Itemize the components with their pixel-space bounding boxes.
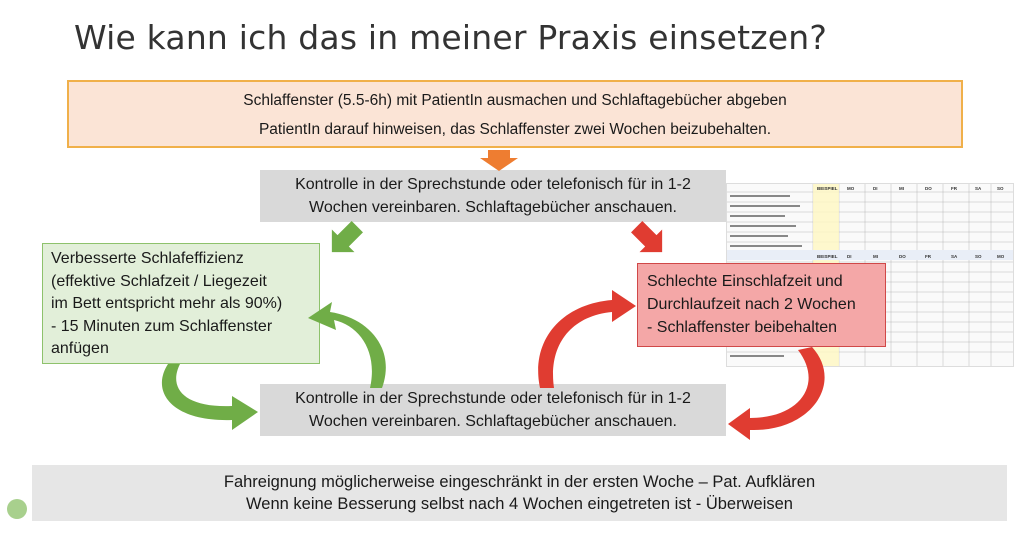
improved-line-3: im Bett entspricht mehr als 90%) [51,295,283,312]
notes-line-1: Fahreignung möglicherweise eingeschränkt in der ersten Woche – Pat. Aufklären [223,473,816,491]
control-1-line-1: Kontrolle in der Sprechstunde oder telefonisch für in 1-2 [295,176,691,193]
red-curved-arrow-down [728,347,825,440]
notes-box [32,465,1007,521]
poor-line-3: - Schlaffenster beibehalten [647,319,838,336]
green-diagonal-arrow [321,215,369,263]
control-2-line-2: Wochen vereinbaren. Schlaftagebücher anschauen. [309,413,677,430]
improved-line-5: anfügen [51,340,109,357]
sleep-diary-col-fr: FR [951,186,957,191]
sleep-diary-col-do: DO [925,186,932,191]
poor-line-1: Schlechte Einschlafzeit und [647,273,843,290]
red-diagonal-arrow [625,215,673,263]
orange-down-arrow [480,150,518,171]
sleep-diary-col-mo: MO [847,186,855,191]
improved-line-2: (effektive Schlafzeit / Liegezeit [51,272,267,290]
sleep-diary-col-beispiel: BEISPIEL [817,186,838,191]
poor-line-2: Durchlaufzeit nach 2 Wochen [647,296,856,313]
red-curved-arrow-up [538,290,636,388]
sleep-diary-col2-do: DO [899,254,906,259]
page-title: Wie kann ich das in meiner Praxis einsetzen? [74,18,828,57]
improved-line-1: Verbesserte Schlafeffizienz [51,250,244,267]
start-instruction-line-2: PatientIn darauf hinweisen, das Schlaffenster zwei Wochen beizubehalten. [258,121,772,138]
green-curved-arrow-up [308,302,386,388]
sleep-diary-col2-so: SO [975,254,982,259]
green-curved-arrow-down [162,364,258,430]
sleep-diary-col2-mi: MI [873,254,878,259]
control-1-line-2: Wochen vereinbaren. Schlaftagebücher anschauen. [309,199,677,216]
sleep-diary-col2-fr: FR [925,254,931,259]
sleep-diary-col2-mo: MO [997,254,1005,259]
notes-line-2: Wenn keine Besserung selbst nach 4 Wochen eingetreten ist - Überweisen [246,495,793,513]
sleep-diary-col-di: DI [873,186,878,191]
start-instruction-line-1: Schlaffenster (5.5-6h) mit PatientIn ausmachen und Schlaftagebücher abgeben [243,92,787,109]
control-2-line-1: Kontrolle in der Sprechstunde oder telefonisch für in 1-2 [295,390,691,407]
improved-line-4: - 15 Minuten zum Schlaffenster [51,317,273,335]
sleep-diary-col-mi: MI [899,186,904,191]
sleep-diary-col-so: SO [997,186,1004,191]
sleep-diary-col2-sa: SA [951,254,958,259]
slide-indicator-dot [7,499,27,519]
sleep-diary-col-sa: SA [975,186,982,191]
sleep-diary-col2-beispiel: BEISPIEL [817,254,838,259]
sleep-diary-col2-di: DI [847,254,852,259]
